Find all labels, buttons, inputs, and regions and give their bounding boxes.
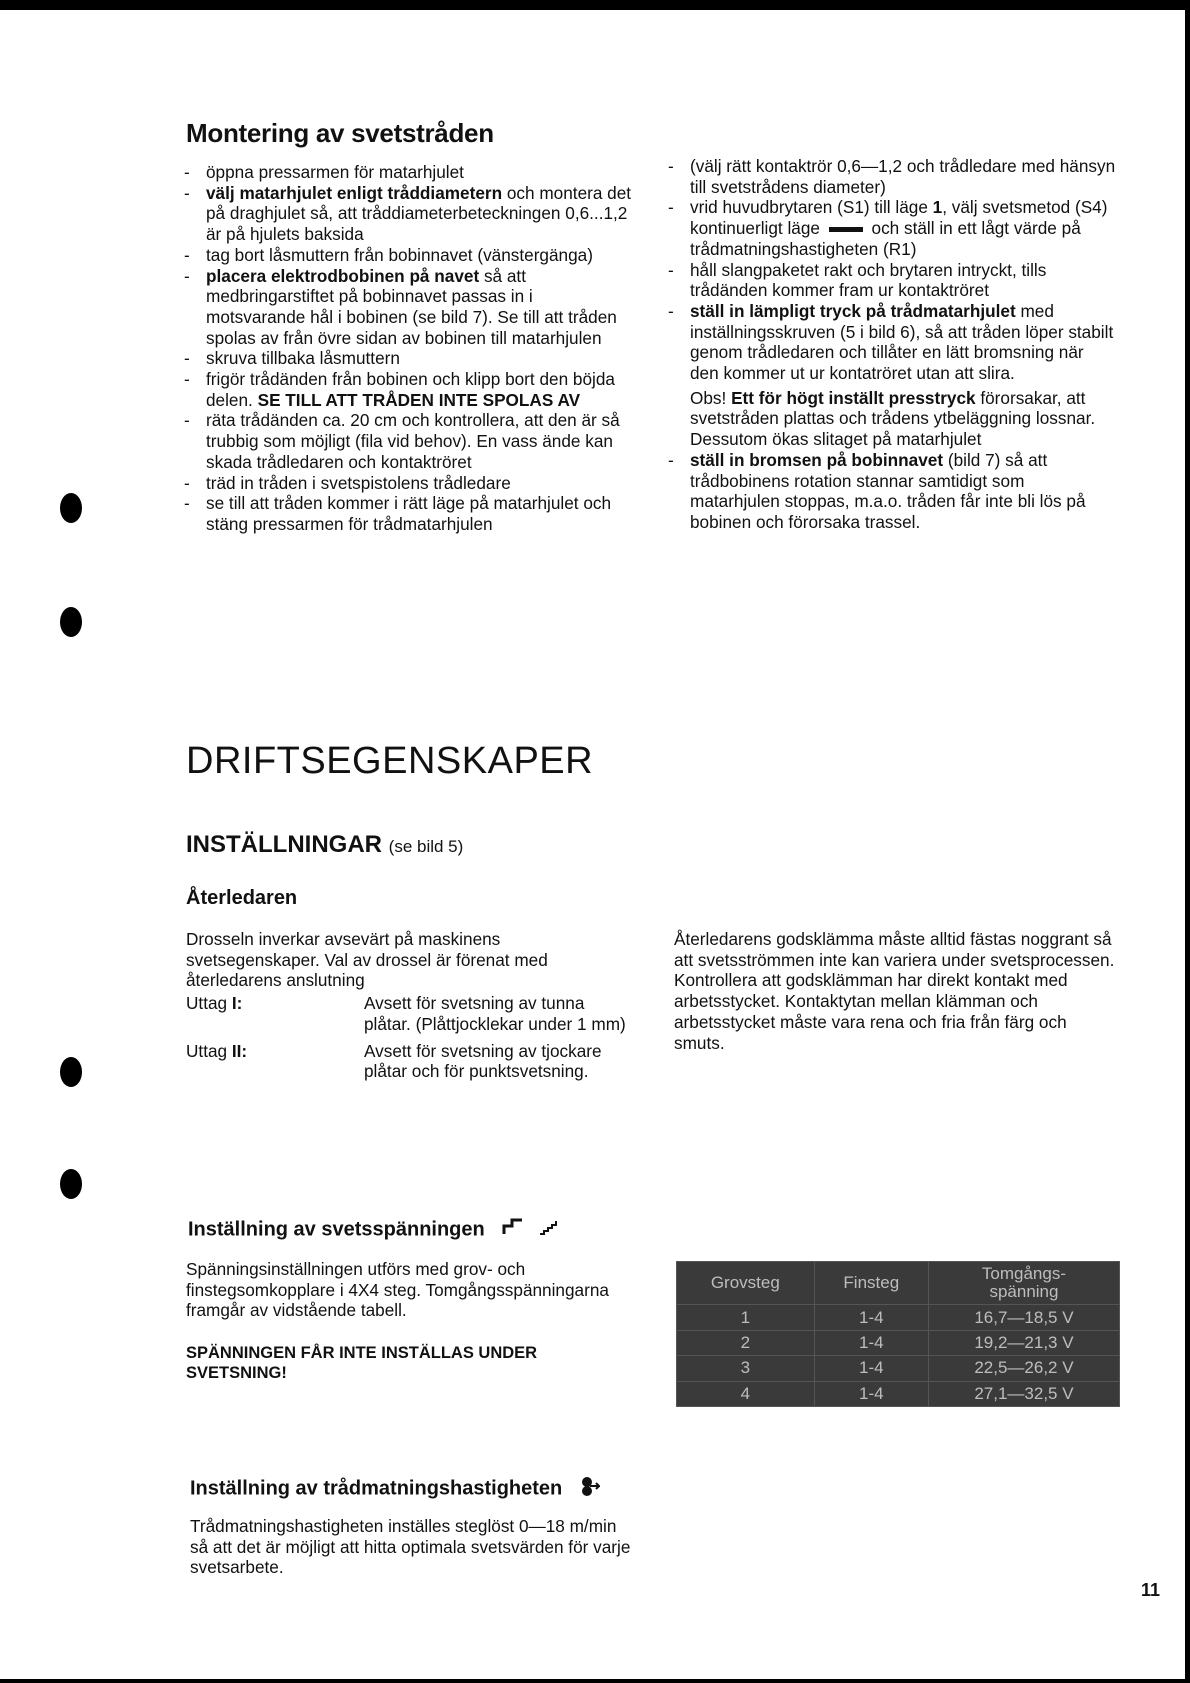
list-item: - frigör trådänden från bobinen och klipp bort den böjda delen. SE TILL ATT TRÅDEN INTE SPOLAS AV bbox=[184, 369, 632, 410]
list-item: - se till att tråden kommer i rätt läge på matarhjulet och stäng pressarmen för trådmatarhjulen bbox=[184, 493, 632, 534]
settings-title: INSTÄLLNINGAR (se bild 5) bbox=[186, 831, 464, 858]
list-item: - ställ in lämpligt tryck på trådmatarhjulet med inställningsskruven (5 i bild 6), så att tråden löper stabilt genom trådledaren och tillåter en lätt bromsning när den kommer ut ur kontatröret utan att slira. bbox=[668, 301, 1116, 384]
outlet-row bbox=[186, 1041, 632, 1082]
list-item: - håll slangpaketet rakt och brytaren intryckt, tills trådänden kommer fram ur kontaktröret bbox=[668, 260, 1116, 301]
table-row bbox=[677, 1381, 1120, 1406]
aterledaren-intro: Drosseln inverkar avsevärt på maskinens svetsegenskaper. Val av drossel är förenat med återledarens anslutning bbox=[186, 929, 548, 991]
continuous-mode-icon bbox=[829, 227, 863, 232]
list-item: - vrid huvudbrytaren (S1) till läge 1, välj svetsmetod (S4) kontinuerligt läge och ställ in ett lågt värde på trådmatningshastigheten (R1) bbox=[668, 197, 1116, 259]
binder-hole-2 bbox=[60, 607, 82, 637]
list-item: - (välj rätt kontaktrör 0,6—1,2 och trådledare med hänsyn till svetstrådens diameter) bbox=[668, 156, 1116, 197]
page-number: 11 bbox=[1140, 1580, 1160, 1600]
cell: 1-4 bbox=[814, 1305, 928, 1330]
voltage-title: Inställning av svetsspänningen bbox=[188, 1218, 560, 1242]
mounting-right-column bbox=[668, 156, 1116, 533]
outlet-desc: Avsett för svetsning av tjockare plåtar och för punktsvetsning. bbox=[364, 1040, 602, 1082]
obs-note: Obs! Ett för högt inställt presstryck förorsakar, att svetstråden plattas och trådens ytbeläggning lossnar. Dessutom ökas slitaget på matarhjulet bbox=[690, 387, 1096, 450]
mounting-left-list bbox=[184, 162, 632, 535]
table-header-row bbox=[677, 1262, 1120, 1305]
list-item: - tag bort låsmuttern från bobinnavet (vänstergänga) bbox=[184, 245, 632, 266]
bottom-border bbox=[0, 1679, 1190, 1683]
clamp-text: Återledarens godsklämma måste alltid fästas noggrant så att svetsströmmen inte kan variera under svetsprocessen. Kontrollera att godsklämman har direkt kontakt med arbetsstycket. Kontaktytan mellan klämman och arbetsstycket måste vara rena och fria från färg och smuts. bbox=[674, 929, 1115, 1053]
fine-step-icon bbox=[538, 1218, 560, 1242]
list-item: - räta trådänden ca. 20 cm och kontrollera, att den är så trubbig som möjligt (fila vid behov). En vass ände kan skada trådledaren och kontaktröret bbox=[184, 410, 632, 472]
list-item: - öppna pressarmen för matarhjulet bbox=[184, 162, 632, 183]
right-border bbox=[1185, 0, 1190, 1683]
cell: 19,2—21,3 V bbox=[928, 1330, 1119, 1355]
table-row bbox=[677, 1305, 1120, 1330]
binder-hole-1 bbox=[60, 493, 82, 523]
outlet-desc: Avsett för svetsning av tunna plåtar. (Plåttjocklekar under 1 mm) bbox=[364, 993, 626, 1034]
binder-hole-3 bbox=[60, 1057, 82, 1087]
aterledaren-title: Återledaren bbox=[186, 887, 298, 909]
outlet-label: Uttag I: bbox=[186, 993, 243, 1014]
cell: 3 bbox=[677, 1356, 815, 1381]
voltage-text: Spänningsinställningen utförs med grov- och finstegsomkopplare i 4X4 steg. Tomgångsspänningarna framgår av vidstående tabell. bbox=[186, 1259, 609, 1321]
outlet-row bbox=[186, 993, 632, 1034]
list-item: - ställ in bromsen på bobinnavet (bild 7) så att trådbobinens rotation stannar samtidigt som matarhjulen stoppas, m.a.o. tråden får inte bli lös på bobinen och förorsaka trassel. bbox=[668, 450, 1116, 533]
cell: 16,7—18,5 V bbox=[928, 1305, 1119, 1330]
wirefeed-text: Trådmatningshastigheten inställes steglöst 0—18 m/min så att det är möjligt att hitta optimala svetsvärden för varje svetsarbete. bbox=[190, 1516, 631, 1578]
top-border bbox=[0, 0, 1190, 10]
aterledaren-left bbox=[186, 929, 632, 1082]
cell: 4 bbox=[677, 1381, 815, 1406]
header-idle-voltage: Tomgångs- spänning bbox=[928, 1262, 1119, 1305]
cell: 1-4 bbox=[814, 1330, 928, 1355]
header-fine: Finsteg bbox=[814, 1262, 928, 1305]
outlet-label: Uttag II: bbox=[186, 1040, 248, 1061]
mounting-right-list bbox=[668, 156, 1116, 384]
cell: 1-4 bbox=[814, 1356, 928, 1381]
cell: 22,5—26,2 V bbox=[928, 1356, 1119, 1381]
wirefeed-title: Inställning av trådmatningshastigheten bbox=[190, 1474, 600, 1504]
list-item: - välj matarhjulet enligt tråddiametern och montera det på draghjulet så, att tråddiameterbeteckningen 0,6...1,2 är på hjulets baksida bbox=[184, 183, 632, 245]
voltage-table bbox=[676, 1261, 1120, 1407]
header-coarse: Grovsteg bbox=[677, 1262, 815, 1305]
cell: 1 bbox=[677, 1305, 815, 1330]
mounting-title: Montering av svetstråden bbox=[186, 118, 494, 148]
list-item: - skruva tillbaka låsmuttern bbox=[184, 348, 632, 369]
list-item: - placera elektrodbobinen på navet så att medbringarstiftet på bobinnavet passas in i motsvarande hål i bobinen (se bild 7). Se till att tråden spolas av från övre sidan av bobinen till matarhjulen bbox=[184, 266, 632, 349]
wire-feed-icon bbox=[576, 1474, 600, 1504]
coarse-step-icon bbox=[502, 1218, 524, 1242]
list-item: - träd in tråden i svetspistolens trådledare bbox=[184, 473, 632, 494]
drift-title: DRIFTSEGENSKAPER bbox=[186, 740, 594, 782]
table-row bbox=[677, 1356, 1120, 1381]
brake-list bbox=[668, 450, 1116, 533]
voltage-warning: SPÄNNINGEN FÅR INTE INSTÄLLAS UNDER SVETSNING! bbox=[186, 1344, 538, 1382]
cell: 27,1—32,5 V bbox=[928, 1381, 1119, 1406]
cell: 1-4 bbox=[814, 1381, 928, 1406]
cell: 2 bbox=[677, 1330, 815, 1355]
binder-hole-4 bbox=[60, 1169, 82, 1199]
table-row bbox=[677, 1330, 1120, 1355]
